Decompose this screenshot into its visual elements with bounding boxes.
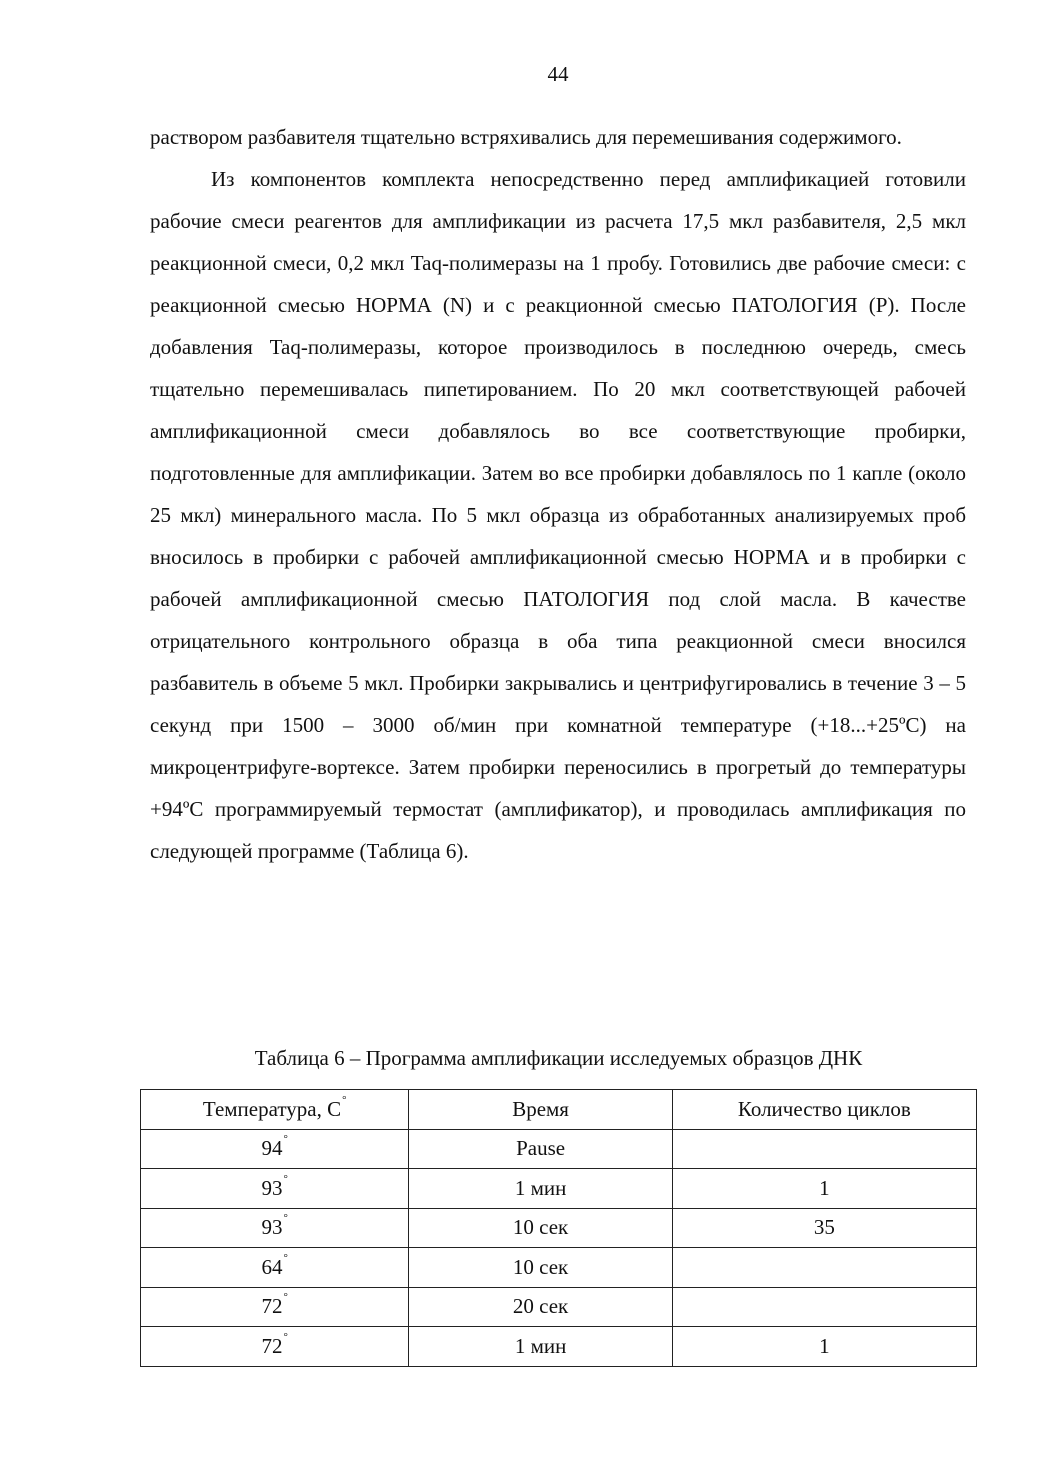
table-row bbox=[141, 1327, 977, 1367]
degree-mark: ° bbox=[342, 1093, 347, 1106]
paragraph-amplification-method: Из компонентов комплекта непосредственно перед амплификацией готовили рабочие смеси реагентов для амплификации из расчета 17,5 мкл разбавителя, 2,5 мкл реакционной смеси, 0,2 мкл Taq-полимеразы на 1 пробу. Готовились две рабочие смеси: с реакционной смесью НОРМА (N) и с реакционной смесью ПАТОЛОГИЯ (P). После добавления Taq-полимеразы, которое производилось в последнюю очередь, смесь тщательно перемешивалась пипетированием. По 20 мкл соответствующей рабочей амплификационной смеси добавлялось во все соответствующие пробирки, подготовленные для амплификации. Затем во все пробирки добавлялось по 1 капле (около 25 мкл) минерального масла. По 5 мкл образца из обработанных анализируемых проб вносилось в пробирки с рабочей амплификационной смесью НОРМА и в пробирки с рабочей амплификационной смесью ПАТОЛОГИЯ под слой масла. В качестве отрицательного контрольного образца в оба типа реакционной смеси вносился разбавитель в объеме 5 мкл. Пробирки закрывались и центрифугировались в течение 3 – 5 секунд при 1500 – 3000 об/мин при комнатной температуре (+18...+25ºС) на микроцентрифуге-вортексе. Затем пробирки переносились в прогретый до температуры +94ºС программируемый термостат (амплификатор), и проводилась амплификация по следующей программе (Таблица 6). bbox=[150, 167, 966, 863]
header-time: Время bbox=[409, 1090, 672, 1130]
degree-mark: ° bbox=[283, 1212, 288, 1225]
amplification-program-table bbox=[140, 1089, 977, 1367]
table-row bbox=[141, 1129, 977, 1169]
table-row bbox=[141, 1287, 977, 1327]
cell-temperature: 72° bbox=[141, 1327, 409, 1367]
degree-mark: ° bbox=[283, 1172, 288, 1185]
cell-temperature: 64° bbox=[141, 1248, 409, 1288]
table-row bbox=[141, 1169, 977, 1209]
degree-mark: ° bbox=[283, 1291, 288, 1304]
cell-time: 20 сек bbox=[409, 1287, 672, 1327]
degree-mark: ° bbox=[283, 1251, 288, 1264]
paragraph-continuation: раствором разбавителя тщательно встряхивались для перемешивания содержимого. bbox=[150, 125, 902, 149]
cell-temperature: 93° bbox=[141, 1208, 409, 1248]
cell-cycles: 35 bbox=[672, 1208, 976, 1248]
cell-temperature: 93° bbox=[141, 1169, 409, 1209]
degree-mark: ° bbox=[283, 1133, 288, 1146]
cell-time: 10 сек bbox=[409, 1248, 672, 1288]
table-caption: Таблица 6 – Программа амплификации исследуемых образцов ДНК bbox=[254, 1046, 863, 1070]
cell-time: 1 мин bbox=[409, 1169, 672, 1209]
table-header-row bbox=[141, 1090, 977, 1130]
header-temperature: Температура, С° bbox=[141, 1090, 409, 1130]
cell-cycles bbox=[672, 1129, 976, 1169]
cell-cycles: 1 bbox=[672, 1169, 976, 1209]
cell-temperature: 94° bbox=[141, 1129, 409, 1169]
cell-time: Pause bbox=[409, 1129, 672, 1169]
cell-cycles bbox=[672, 1248, 976, 1288]
degree-mark: ° bbox=[283, 1330, 288, 1343]
cell-time: 1 мин bbox=[409, 1327, 672, 1367]
table-row bbox=[141, 1248, 977, 1288]
cell-cycles: 1 bbox=[672, 1327, 976, 1367]
cell-time: 10 сек bbox=[409, 1208, 672, 1248]
table-row bbox=[141, 1208, 977, 1248]
cell-cycles bbox=[672, 1287, 976, 1327]
header-cycles: Количество циклов bbox=[672, 1090, 976, 1130]
cell-temperature: 72° bbox=[141, 1287, 409, 1327]
body-text bbox=[150, 116, 966, 872]
page-number: 44 bbox=[547, 62, 569, 86]
